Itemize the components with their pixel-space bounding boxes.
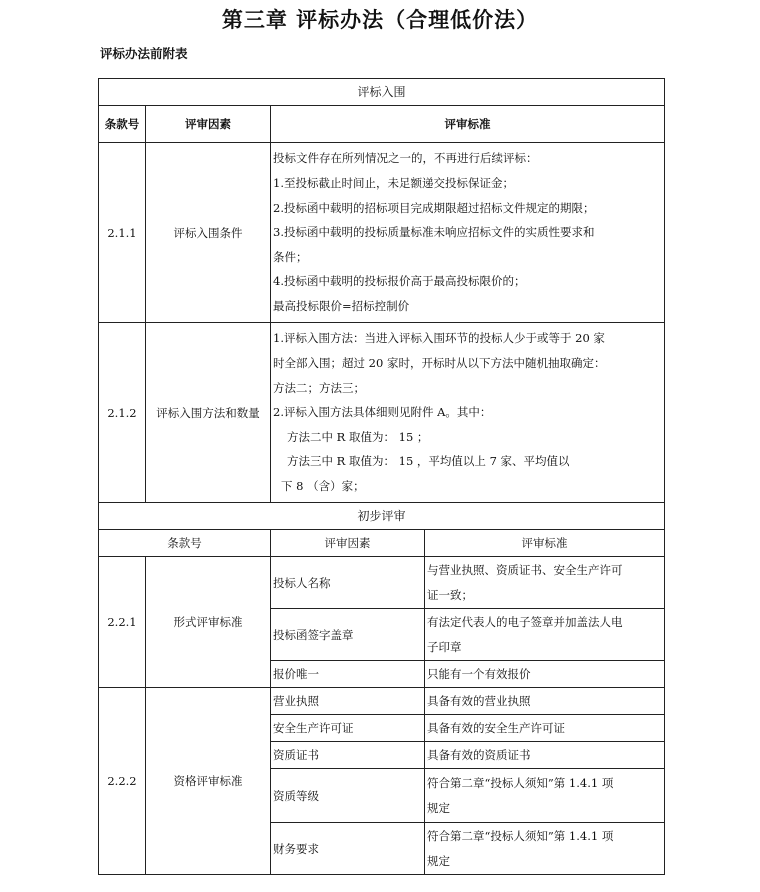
factor-name: 评标入围条件	[146, 143, 271, 323]
factor-name: 投标函签字盖章	[271, 609, 425, 661]
clause-number: 2.1.1	[99, 143, 146, 323]
factor-name: 投标人名称	[271, 557, 425, 609]
evaluation-table	[98, 78, 665, 875]
standard-line: 方法三中 R 取值为： 15 ，平均值以上 7 家、平均值以	[287, 454, 570, 469]
section-title-preliminary: 初步评审	[99, 503, 665, 530]
standard-line: 1.至投标截止时间止，未足额递交投标保证金；	[273, 176, 514, 191]
standard-line: 条件；	[273, 249, 308, 264]
standard-line: 子印章	[427, 639, 462, 654]
standard-text: 只能有一个有效报价	[425, 661, 665, 688]
standard-text	[271, 323, 665, 503]
standard-line: 3.投标函中载明的投标质量标准未响应招标文件的实质性要求和	[273, 225, 595, 240]
factor-name: 报价唯一	[271, 661, 425, 688]
standard-line: 与营业执照、资质证书、安全生产许可	[427, 562, 623, 577]
standard-text	[425, 557, 665, 609]
standard-line: 投标文件存在所列情况之一的，不再进行后续评标：	[273, 151, 538, 166]
standard-text	[425, 769, 665, 823]
factor-name: 资质证书	[271, 742, 425, 769]
table-row	[99, 557, 665, 609]
factor-name: 营业执照	[271, 688, 425, 715]
table-row	[99, 688, 665, 715]
standard-line: 方法二中 R 取值为： 15 ；	[287, 429, 429, 444]
table-caption: 评标办法前附表	[100, 46, 188, 61]
standard-text	[425, 823, 665, 875]
section-title-shortlist: 评标入围	[99, 79, 665, 106]
clause-number: 2.1.2	[99, 323, 146, 503]
standard-line: 2.评标入围方法具体细则见附件 A。其中：	[273, 405, 492, 420]
factor-name: 资质等级	[271, 769, 425, 823]
standard-line: 4.投标函中载明的投标报价高于最高投标限价的；	[273, 274, 526, 289]
standard-text	[271, 143, 665, 323]
page-title: 第三章 评标办法（合理低价法）	[221, 8, 539, 32]
standard-line: 符合第二章“投标人须知”第 1.4.1 项	[427, 775, 614, 790]
standard-line: 时全部入围；超过 20 家时，开标时从以下方法中随机抽取确定：	[273, 356, 606, 371]
header-clause: 条款号	[99, 530, 271, 557]
standard-line: 方法二；方法三；	[273, 380, 365, 395]
standard-line: 下 8 （含）家；	[281, 478, 365, 493]
group-name: 形式评审标准	[146, 557, 271, 688]
standard-line: 有法定代表人的电子签章并加盖法人电	[427, 614, 623, 629]
factor-name: 财务要求	[271, 823, 425, 875]
standard-text	[425, 609, 665, 661]
clause-number: 2.2.2	[99, 688, 146, 875]
header-clause: 条款号	[99, 106, 146, 143]
header-factor: 评审因素	[271, 530, 425, 557]
standard-line: 证一致；	[427, 587, 473, 602]
standard-line: 1.评标入围方法：当进入评标入围环节的投标人少于或等于 20 家	[273, 331, 605, 346]
table-row	[99, 143, 665, 323]
factor-name: 安全生产许可证	[271, 715, 425, 742]
standard-line: 规定	[427, 800, 450, 815]
group-name: 资格评审标准	[146, 688, 271, 875]
standard-line: 规定	[427, 853, 450, 868]
header-standard: 评审标准	[271, 106, 665, 143]
header-factor: 评审因素	[146, 106, 271, 143]
standard-line: 2.投标函中载明的招标项目完成期限超过招标文件规定的期限；	[273, 200, 595, 215]
factor-name: 评标入围方法和数量	[146, 323, 271, 503]
standard-text: 具备有效的资质证书	[425, 742, 665, 769]
table-row	[99, 323, 665, 503]
standard-line: 最高投标限价=招标控制价	[273, 298, 410, 313]
standard-text: 具备有效的安全生产许可证	[425, 715, 665, 742]
clause-number: 2.2.1	[99, 557, 146, 688]
standard-line: 符合第二章“投标人须知”第 1.4.1 项	[427, 828, 614, 843]
header-standard: 评审标准	[425, 530, 665, 557]
standard-text: 具备有效的营业执照	[425, 688, 665, 715]
